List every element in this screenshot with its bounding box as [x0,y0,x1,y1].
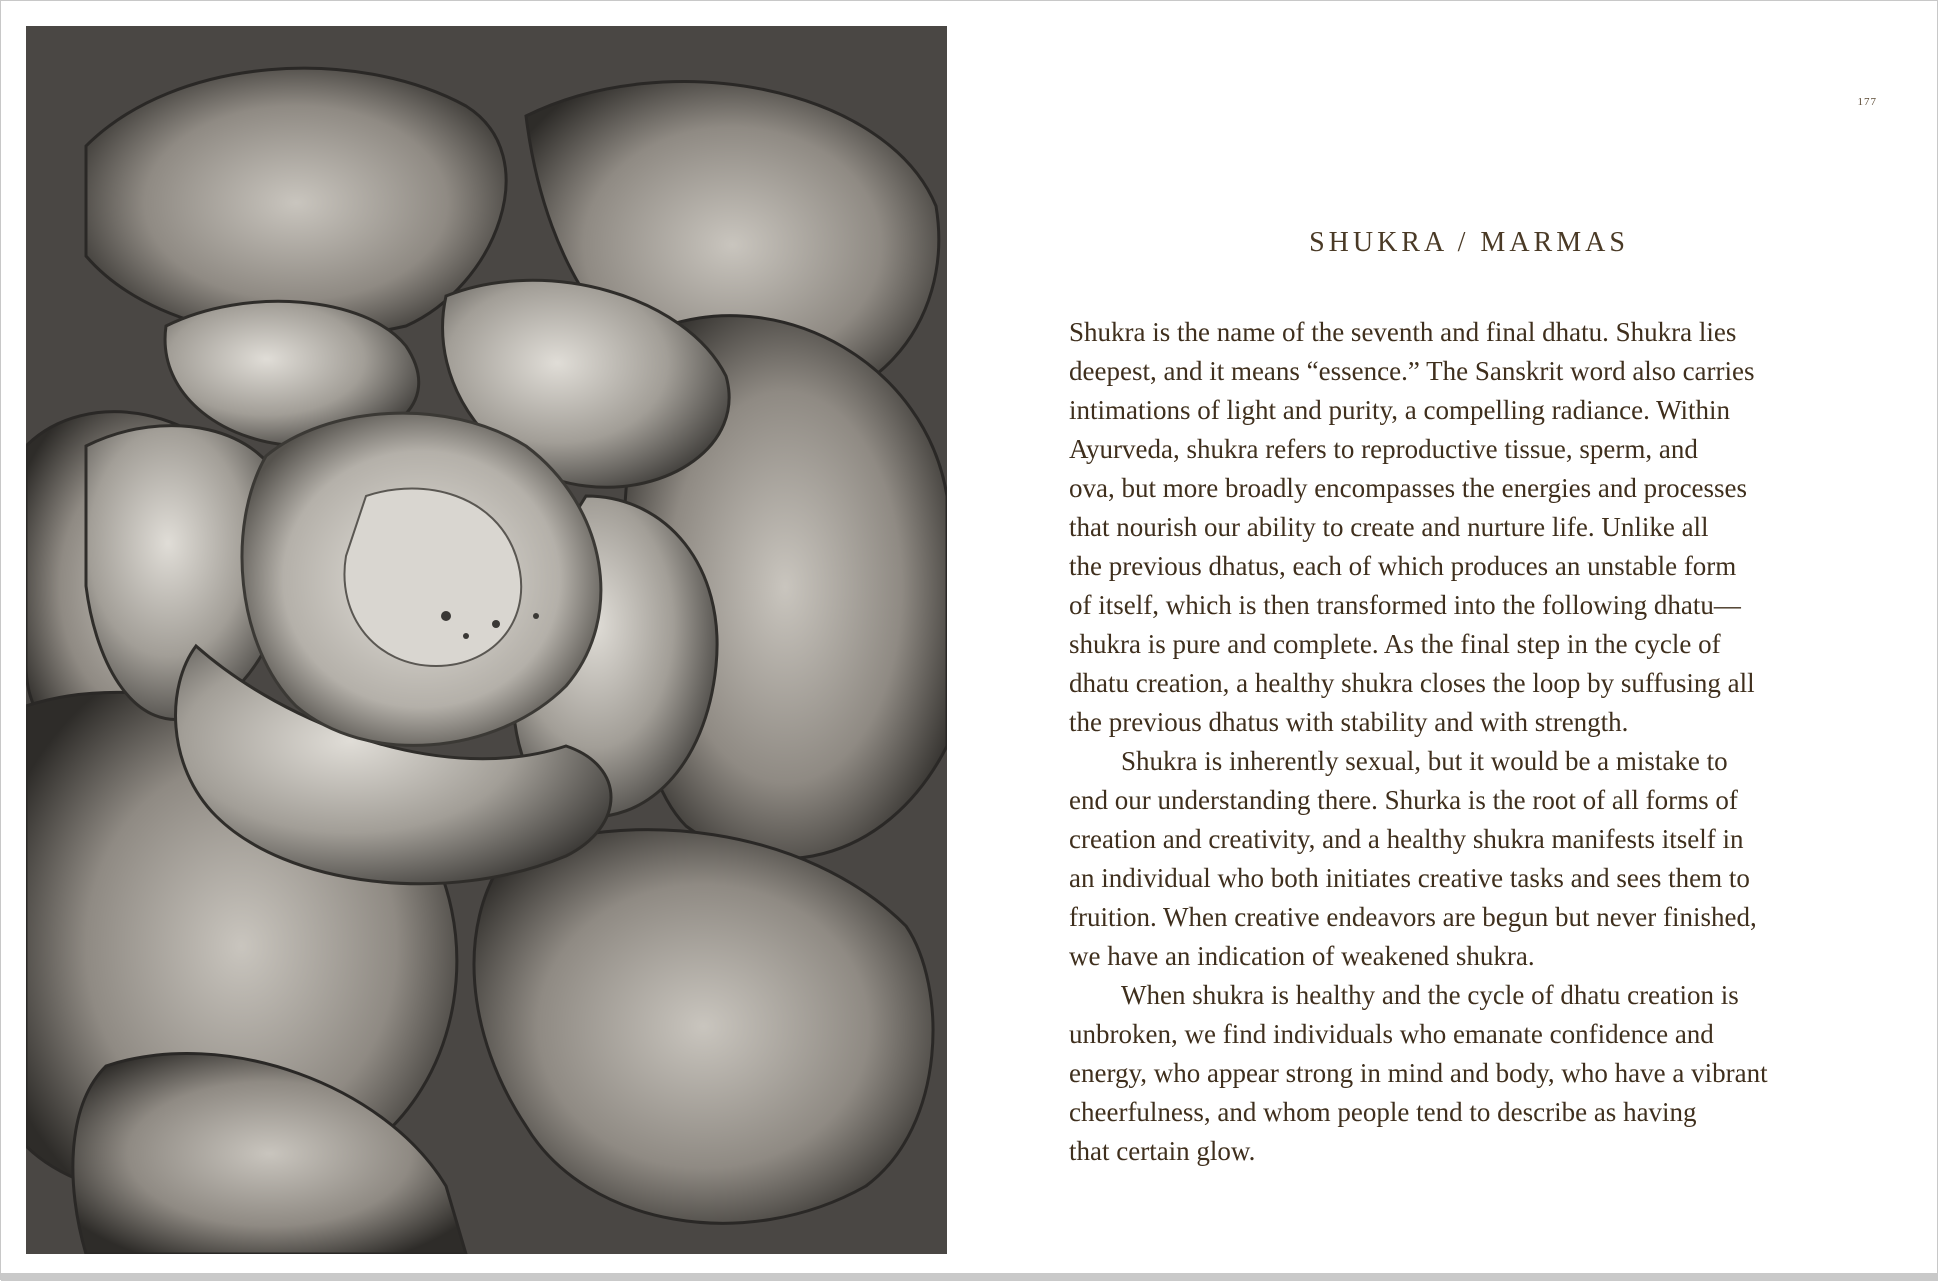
text-line: that certain glow. [1069,1136,1256,1166]
text-line: unbroken, we find individuals who emanate confidence and [1069,1019,1714,1049]
text-line: end our understanding there. Shurka is the root of all forms of [1069,785,1738,815]
rose-illustration [26,26,947,1254]
rose-photo [26,26,947,1254]
text-line: fruition. When creative endeavors are begun but never finished, [1069,902,1757,932]
text-line: the previous dhatus, each of which produces an unstable form [1069,551,1737,581]
paragraph-2 [1069,742,1869,976]
paragraph-3 [1069,976,1869,1171]
text-line: When shukra is healthy and the cycle of dhatu creation is [1121,980,1739,1010]
text-line: an individual who both initiates creative tasks and sees them to [1069,863,1750,893]
text-line: Shukra is inherently sexual, but it would be a mistake to [1121,746,1728,776]
paragraph-1 [1069,313,1869,742]
text-line: that nourish our ability to create and nurture life. Unlike all [1069,512,1709,542]
text-line: ova, but more broadly encompasses the energies and processes [1069,473,1748,503]
text-line: intimations of light and purity, a compelling radiance. Within [1069,395,1731,425]
text-line: dhatu creation, a healthy shukra closes the loop by suffusing all [1069,668,1755,698]
text-line: of itself, which is then transformed into the following dhatu— [1069,590,1741,620]
text-line: the previous dhatus with stability and with strength. [1069,707,1629,737]
text-line: cheerfulness, and whom people tend to describe as having [1069,1097,1697,1127]
text-line: Shukra is the name of the seventh and final dhatu. Shukra lies [1069,317,1737,347]
page-number: 177 [1857,96,1877,108]
text-line: Ayurveda, shukra refers to reproductive tissue, sperm, and [1069,434,1698,464]
text-line: deepest, and it means “essence.” The Sanskrit word also carries [1069,356,1755,386]
section-heading: SHUKRA / MARMAS [1309,227,1629,258]
text-line: energy, who appear strong in mind and body, who have a vibrant [1069,1058,1768,1088]
text-line: creation and creativity, and a healthy shukra manifests itself in [1069,824,1744,854]
body-text [1069,313,1869,1171]
text-line: we have an indication of weakened shukra. [1069,941,1535,971]
text-line: shukra is pure and complete. As the final step in the cycle of [1069,629,1721,659]
